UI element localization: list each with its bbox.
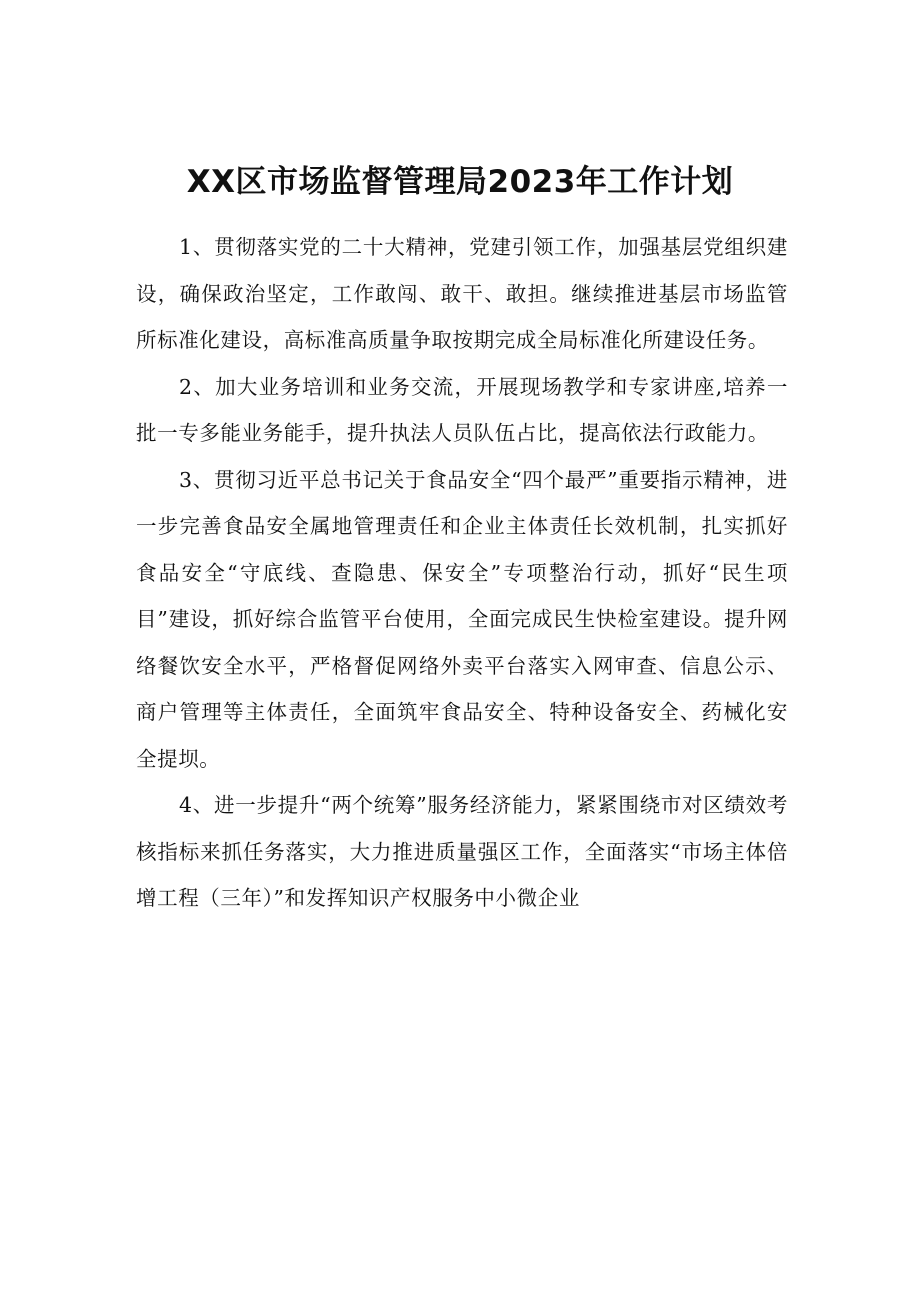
paragraph-2: 2、加大业务培训和业务交流，开展现场教学和专家讲座,培养一批一专多能业务能手，提升执法人员队伍占比，提高依法行政能力。 <box>136 374 788 445</box>
paragraph-4: 4、进一步提升“两个统筹”服务经济能力，紧紧围绕市对区绩效考核指标来抓任务落实，大力推进质量强区工作，全面落实“市场主体倍增工程（三年）”和发挥知识产权服务中小微企业 <box>136 793 788 910</box>
document-title: XX区市场监督管理局2023年工作计划 <box>186 164 734 200</box>
paragraph-3: 3、贯彻习近平总书记关于食品安全“四个最严”重要指示精神，进一步完善食品安全属地管理责任和企业主体责任长效机制，扎实抓好食品安全“守底线、查隐患、保安全”专项整治行动，抓好“民生项目”建设，抓好综合监管平台使用，全面完成民生快检室建设。提升网络餐饮安全水平，严格督促网络外卖平台落实入网审查、信息公示、商户管理等主体责任，全面筑牢食品安全、特种设备安全、药械化安全提坝。 <box>136 467 788 771</box>
paragraph-1: 1、贯彻落实党的二十大精神，党建引领工作，加强基层党组织建设，确保政治坚定，工作敢闯、敢干、敢担。继续推进基层市场监管所标准化建设，高标准高质量争取按期完成全局标准化所建设任务。 <box>136 235 788 352</box>
document-body <box>136 224 788 922</box>
